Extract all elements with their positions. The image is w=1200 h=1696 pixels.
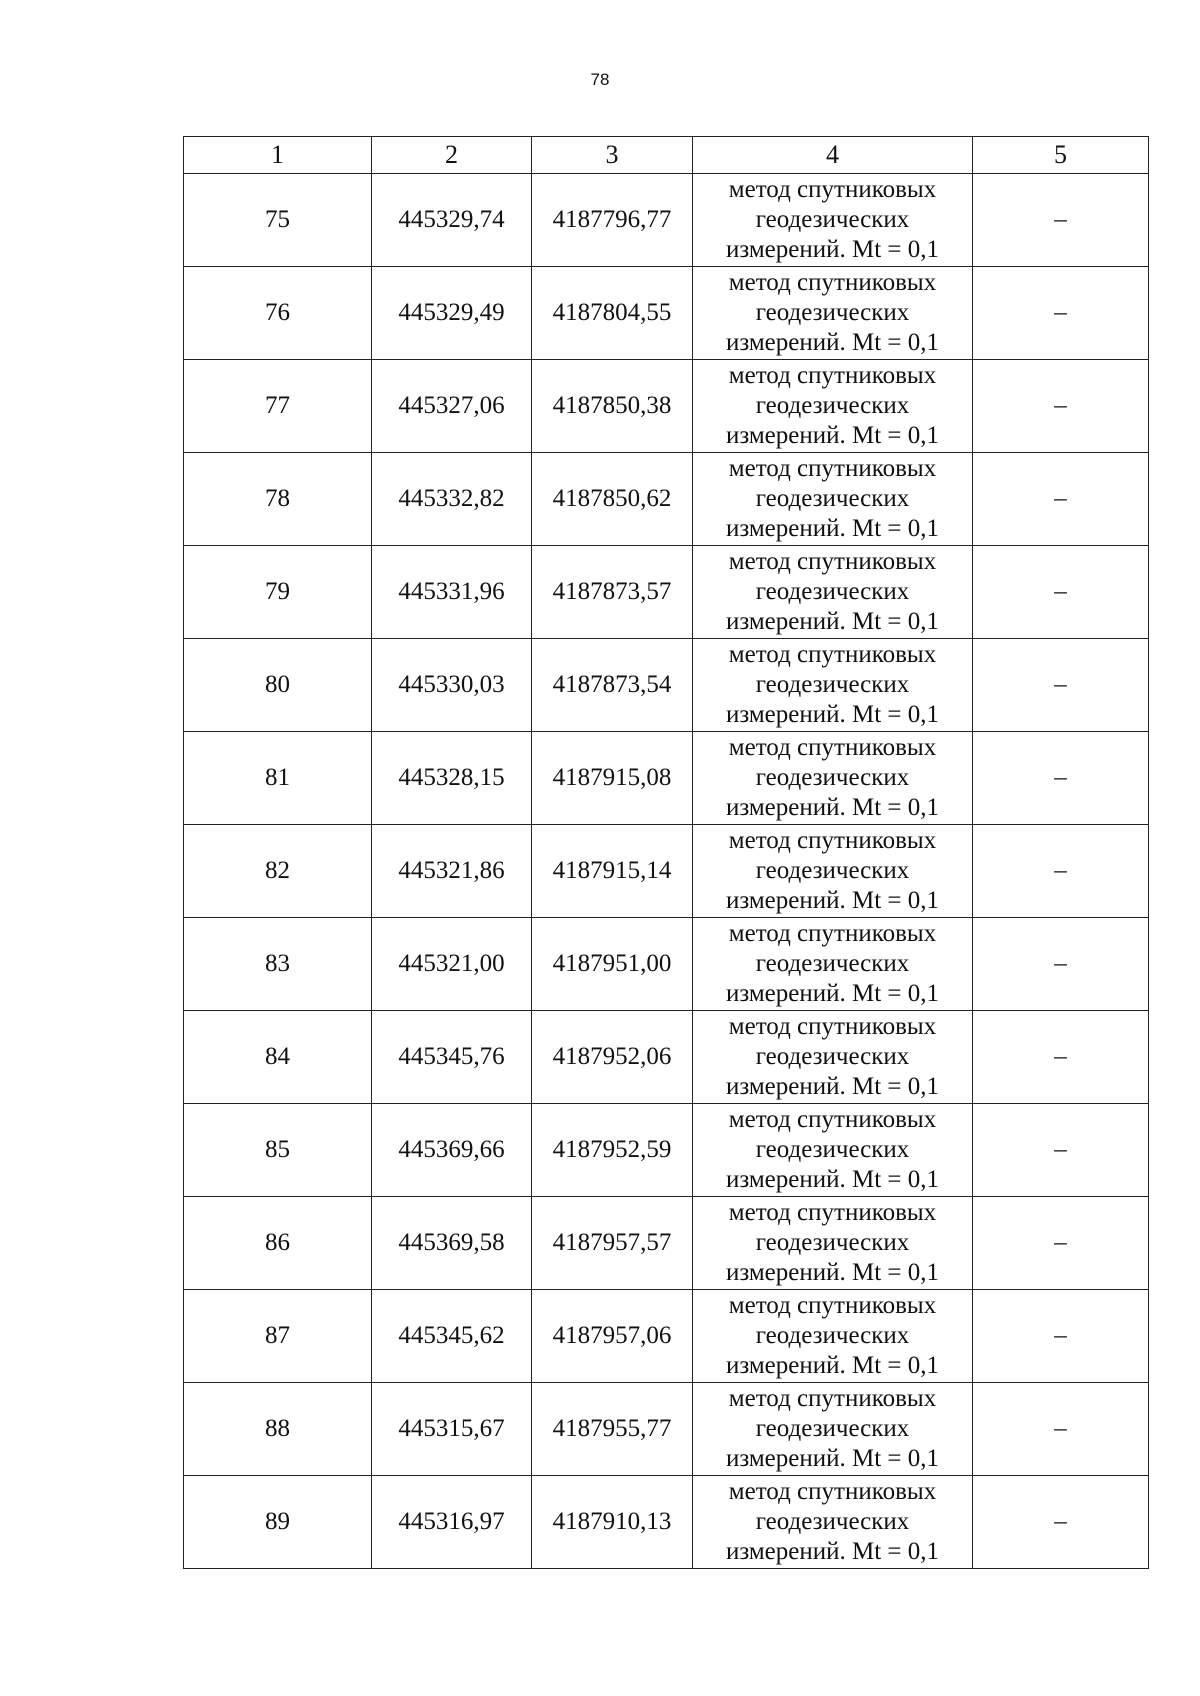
method-line-1: метод спутниковых (728, 455, 937, 482)
extra-cell: – (973, 1104, 1149, 1197)
point-number-cell: 80 (184, 639, 372, 732)
extra-cell: – (973, 1011, 1149, 1104)
header-row (184, 137, 1149, 174)
method-line-3: измерений. Mt = 0,1 (725, 794, 940, 821)
method-line-1: метод спутниковых (728, 269, 937, 296)
table-row (184, 825, 1149, 918)
table-body (184, 174, 1149, 1569)
header-cell-5: 5 (973, 137, 1149, 174)
coord-y-cell: 4187951,00 (532, 918, 693, 1011)
extra-cell: – (973, 267, 1149, 360)
coord-y-cell: 4187915,08 (532, 732, 693, 825)
method-line-2: геодезических (755, 392, 910, 419)
point-number-cell: 78 (184, 453, 372, 546)
method-line-2: геодезических (755, 671, 910, 698)
coord-x-cell: 445330,03 (372, 639, 532, 732)
point-number-cell: 86 (184, 1197, 372, 1290)
method-line-3: измерений. Mt = 0,1 (725, 1259, 940, 1286)
header-cell-4: 4 (693, 137, 973, 174)
table-row (184, 453, 1149, 546)
method-line-3: измерений. Mt = 0,1 (725, 1166, 940, 1193)
page-number: 78 (590, 70, 610, 89)
extra-cell: – (973, 1383, 1149, 1476)
method-cell (693, 453, 973, 546)
method-cell (693, 360, 973, 453)
method-line-1: метод спутниковых (728, 1106, 937, 1133)
method-line-2: геодезических (755, 1229, 910, 1256)
coord-y-cell: 4187850,62 (532, 453, 693, 546)
coord-y-cell: 4187910,13 (532, 1476, 693, 1569)
coord-y-cell: 4187873,54 (532, 639, 693, 732)
coord-y-cell: 4187952,59 (532, 1104, 693, 1197)
coord-y-cell: 4187804,55 (532, 267, 693, 360)
coord-x-cell: 445321,00 (372, 918, 532, 1011)
method-cell (693, 1476, 973, 1569)
method-line-2: геодезических (755, 299, 910, 326)
method-line-2: геодезических (755, 578, 910, 605)
point-number-cell: 87 (184, 1290, 372, 1383)
header-cell-3: 3 (532, 137, 693, 174)
method-line-3: измерений. Mt = 0,1 (725, 1073, 940, 1100)
extra-cell: – (973, 360, 1149, 453)
method-line-3: измерений. Mt = 0,1 (725, 236, 940, 263)
method-cell (693, 732, 973, 825)
method-cell (693, 174, 973, 267)
coord-y-cell: 4187796,77 (532, 174, 693, 267)
method-line-1: метод спутниковых (728, 734, 937, 761)
method-cell (693, 1011, 973, 1104)
point-number-cell: 83 (184, 918, 372, 1011)
extra-cell: – (973, 174, 1149, 267)
method-line-3: измерений. Mt = 0,1 (725, 701, 940, 728)
coord-y-cell: 4187915,14 (532, 825, 693, 918)
method-line-1: метод спутниковых (728, 920, 937, 947)
point-number-cell: 84 (184, 1011, 372, 1104)
method-line-1: метод спутниковых (728, 1199, 937, 1226)
method-line-3: измерений. Mt = 0,1 (725, 1445, 940, 1472)
table-row (184, 1476, 1149, 1569)
method-line-3: измерений. Mt = 0,1 (725, 887, 940, 914)
coord-x-cell: 445329,74 (372, 174, 532, 267)
method-line-2: геодезических (755, 1415, 910, 1442)
coord-y-cell: 4187957,57 (532, 1197, 693, 1290)
method-cell (693, 639, 973, 732)
coord-y-cell: 4187952,06 (532, 1011, 693, 1104)
method-cell (693, 918, 973, 1011)
method-cell (693, 1383, 973, 1476)
method-line-1: метод спутниковых (728, 827, 937, 854)
point-number-cell: 88 (184, 1383, 372, 1476)
coord-y-cell: 4187957,06 (532, 1290, 693, 1383)
method-line-3: измерений. Mt = 0,1 (725, 422, 940, 449)
coordinates-table (183, 136, 1149, 1569)
coord-x-cell: 445345,76 (372, 1011, 532, 1104)
method-line-1: метод спутниковых (728, 1292, 937, 1319)
table-row (184, 1011, 1149, 1104)
method-line-1: метод спутниковых (728, 548, 937, 575)
coord-x-cell: 445345,62 (372, 1290, 532, 1383)
point-number-cell: 89 (184, 1476, 372, 1569)
coord-x-cell: 445316,97 (372, 1476, 532, 1569)
method-cell (693, 1104, 973, 1197)
coord-x-cell: 445369,58 (372, 1197, 532, 1290)
point-number-cell: 81 (184, 732, 372, 825)
table-row (184, 174, 1149, 267)
coord-x-cell: 445315,67 (372, 1383, 532, 1476)
extra-cell: – (973, 1197, 1149, 1290)
table-row (184, 918, 1149, 1011)
table-row (184, 639, 1149, 732)
header-cell-1: 1 (184, 137, 372, 174)
method-line-3: измерений. Mt = 0,1 (725, 1538, 940, 1565)
method-cell (693, 546, 973, 639)
coord-y-cell: 4187850,38 (532, 360, 693, 453)
method-cell (693, 825, 973, 918)
method-cell (693, 267, 973, 360)
method-cell (693, 1290, 973, 1383)
point-number-cell: 76 (184, 267, 372, 360)
table-row (184, 732, 1149, 825)
header-cell-2: 2 (372, 137, 532, 174)
method-line-1: метод спутниковых (728, 1478, 937, 1505)
method-line-2: геодезических (755, 857, 910, 884)
method-line-3: измерений. Mt = 0,1 (725, 329, 940, 356)
method-line-2: геодезических (755, 950, 910, 977)
method-line-2: геодезических (755, 485, 910, 512)
method-line-2: геодезических (755, 1043, 910, 1070)
table-row (184, 360, 1149, 453)
extra-cell: – (973, 918, 1149, 1011)
method-line-1: метод спутниковых (728, 362, 937, 389)
coord-x-cell: 445328,15 (372, 732, 532, 825)
extra-cell: – (973, 1476, 1149, 1569)
point-number-cell: 85 (184, 1104, 372, 1197)
method-line-1: метод спутниковых (728, 1013, 937, 1040)
extra-cell: – (973, 639, 1149, 732)
method-line-3: измерений. Mt = 0,1 (725, 608, 940, 635)
extra-cell: – (973, 546, 1149, 639)
coord-y-cell: 4187873,57 (532, 546, 693, 639)
point-number-cell: 82 (184, 825, 372, 918)
coord-x-cell: 445327,06 (372, 360, 532, 453)
point-number-cell: 75 (184, 174, 372, 267)
table-row (184, 1197, 1149, 1290)
method-line-3: измерений. Mt = 0,1 (725, 515, 940, 542)
coord-x-cell: 445329,49 (372, 267, 532, 360)
table-row (184, 1383, 1149, 1476)
table-row (184, 1290, 1149, 1383)
method-line-1: метод спутниковых (728, 176, 937, 203)
table-row (184, 1104, 1149, 1197)
extra-cell: – (973, 1290, 1149, 1383)
extra-cell: – (973, 825, 1149, 918)
extra-cell: – (973, 732, 1149, 825)
method-line-1: метод спутниковых (728, 641, 937, 668)
coord-x-cell: 445332,82 (372, 453, 532, 546)
table-row (184, 267, 1149, 360)
coord-x-cell: 445321,86 (372, 825, 532, 918)
method-cell (693, 1197, 973, 1290)
coord-y-cell: 4187955,77 (532, 1383, 693, 1476)
method-line-3: измерений. Mt = 0,1 (725, 980, 940, 1007)
point-number-cell: 79 (184, 546, 372, 639)
method-line-2: геодезических (755, 1322, 910, 1349)
coord-x-cell: 445331,96 (372, 546, 532, 639)
method-line-2: геодезических (755, 764, 910, 791)
method-line-1: метод спутниковых (728, 1385, 937, 1412)
point-number-cell: 77 (184, 360, 372, 453)
extra-cell: – (973, 453, 1149, 546)
table-row (184, 546, 1149, 639)
method-line-2: геодезических (755, 206, 910, 233)
coord-x-cell: 445369,66 (372, 1104, 532, 1197)
method-line-3: измерений. Mt = 0,1 (725, 1352, 940, 1379)
method-line-2: геодезических (755, 1136, 910, 1163)
method-line-2: геодезических (755, 1508, 910, 1535)
